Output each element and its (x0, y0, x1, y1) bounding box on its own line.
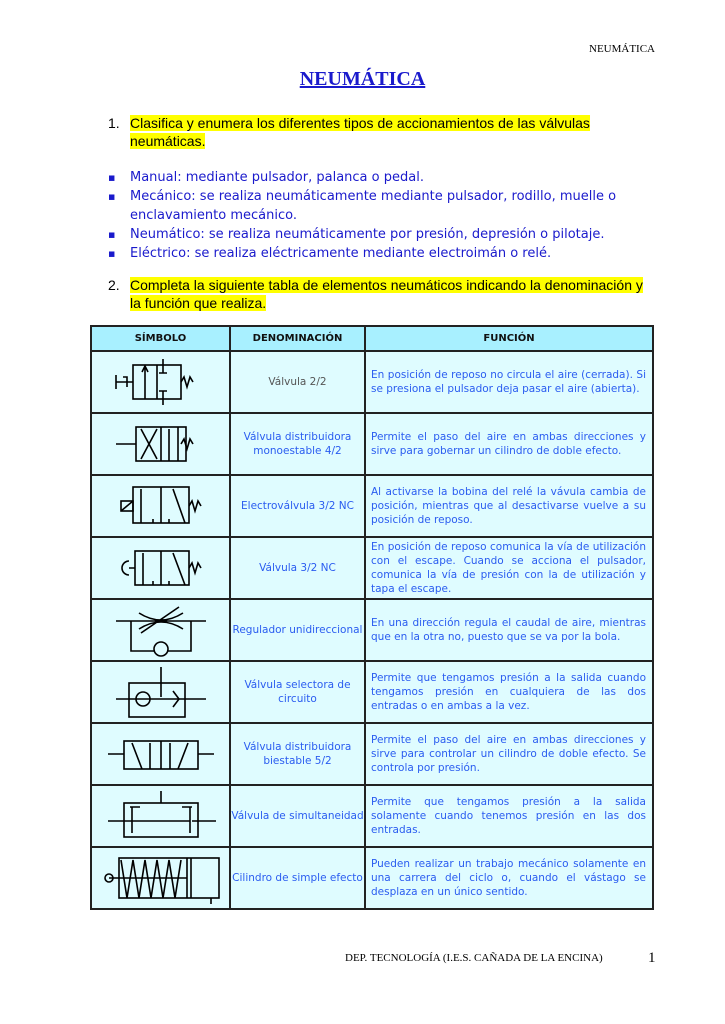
valve-5-2-bistable-icon (106, 729, 216, 779)
footer-text: DEP. TECNOLOGÍA (I.E.S. CAÑADA DE LA ENCINA) (345, 952, 603, 964)
element-name: Válvula distribuidora monoestable 4/2 (230, 413, 365, 475)
table-row (91, 475, 653, 537)
element-name: Electroválvula 3/2 NC (230, 475, 365, 537)
list-item: ▪ Eléctrico: se realiza eléctricamente mediante electroimán o relé. (108, 244, 648, 263)
element-name: Válvula 2/2 (230, 351, 365, 413)
bullet-list (108, 168, 648, 263)
element-function: En posición de reposo comunica la vía de utilización con el escape. Cuando se acciona el pulsador, comunica la vía de presión con la de utilización y tapa el escape. (365, 537, 653, 599)
element-name: Válvula 3/2 NC (230, 537, 365, 599)
valve-3-2-nc-icon (111, 543, 211, 593)
element-name: Cilindro de simple efecto (230, 847, 365, 909)
table-header-row (91, 326, 653, 351)
element-function: En una dirección regula el caudal de aire, mientras que en la otra no, puesto que se va por la bola. (365, 599, 653, 661)
two-pressure-valve-icon (106, 789, 216, 843)
element-name: Regulador unidireccional (230, 599, 365, 661)
list-item: ▪ Mecánico: se realiza neumáticamente mediante pulsador, rodillo, muelle o enclavamiento mecánico. (108, 187, 648, 225)
element-name: Válvula de simultaneidad (230, 785, 365, 847)
single-acting-cylinder-icon (101, 850, 221, 906)
table-row (91, 785, 653, 847)
question-1 (108, 114, 648, 150)
header-function: FUNCIÓN (365, 326, 653, 351)
flow-regulator-icon (111, 603, 211, 657)
question-text: Completa la siguiente tabla de elementos neumáticos indicando la denominación y la función que realiza. (130, 277, 643, 311)
page-title: NEUMÁTICA (299, 68, 426, 90)
element-function: Permite que tengamos presión a la salida cuando tengamos presión en cualquiera de las dos entradas o en ambas a la vez. (365, 661, 653, 723)
element-name: Válvula distribuidora biestable 5/2 (230, 723, 365, 785)
table-row (91, 413, 653, 475)
header-name: DENOMINACIÓN (230, 326, 365, 351)
question-2 (108, 276, 648, 312)
element-function: Al activarse la bobina del relé la vávula cambia de posición, mientras que al desactivarse vuelve a su posición de reposo. (365, 475, 653, 537)
valve-2-2-pushbutton-icon (111, 357, 211, 407)
element-function: Permite que tengamos presión a la salida solamente cuando tenemos presión en las dos entradas. (365, 785, 653, 847)
header-symbol: SÍMBOLO (91, 326, 230, 351)
element-function: Permite el paso del aire en ambas direcciones y sirve para controlar un cilindro de doble efecto. Se controla por presión. (365, 723, 653, 785)
element-name: Válvula selectora de circuito (230, 661, 365, 723)
element-function: Pueden realizar un trabajo mecánico solamente en una carrera del ciclo o, cuando el vástago se desplaza en un único sentido. (365, 847, 653, 909)
shuttle-valve-icon (111, 665, 211, 719)
question-text: Clasifica y enumera los diferentes tipos de accionamientos de las válvulas neumáticas. (130, 115, 590, 149)
question-number: 2. (108, 277, 120, 293)
table-row (91, 723, 653, 785)
list-item: ▪ Manual: mediante pulsador, palanca o pedal. (108, 168, 648, 187)
element-function: Permite el paso del aire en ambas direcciones y sirve para gobernar un cilindro de doble efecto. (365, 413, 653, 475)
table-row (91, 599, 653, 661)
table-row (91, 661, 653, 723)
valve-4-2-monostable-icon (111, 419, 211, 469)
page-number: 1 (648, 950, 656, 966)
solenoid-valve-3-2-icon (111, 481, 211, 531)
list-item: ▪ Neumático: se realiza neumáticamente por presión, depresión o pilotaje. (108, 225, 648, 244)
question-number: 1. (108, 115, 120, 131)
table-row (91, 537, 653, 599)
element-function: En posición de reposo no circula el aire (cerrada). Si se presiona el pulsador deja pasar el aire (abierta). (365, 351, 653, 413)
table-row (91, 847, 653, 909)
elements-table (90, 325, 654, 910)
table-row (91, 351, 653, 413)
running-header: NEUMÁTICA (589, 43, 655, 55)
